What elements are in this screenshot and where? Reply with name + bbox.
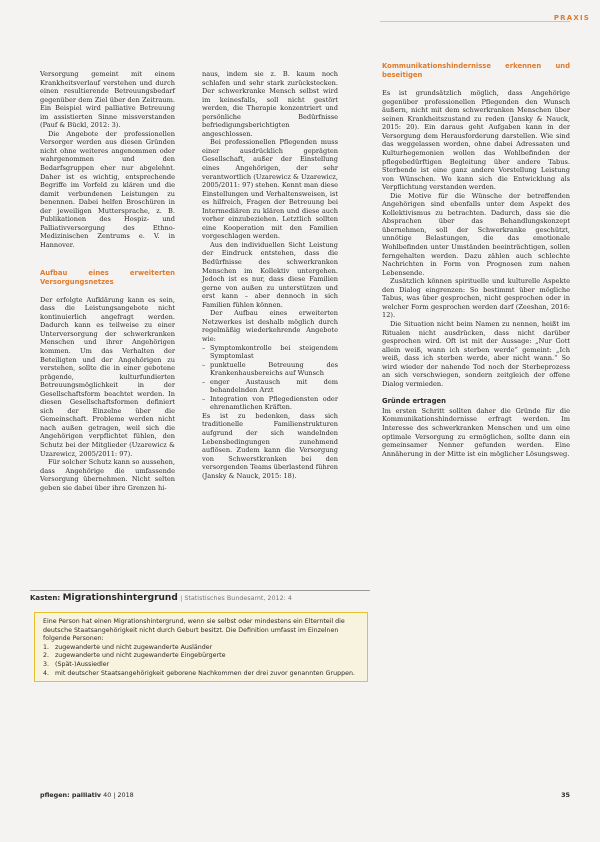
- subheading-gruende: Gründe ertragen: [382, 397, 446, 406]
- box-list: [43, 644, 361, 678]
- paragraph: Versorgung gemeint mit einem Krankheitsverlauf verstehen und durch einen resultierende Betreuungsbedarf gegenüber dem Ziel über den Zeitraum. Ein Beispiel wird palliative Betreuung im assistierten Sinne missverstanden (Pauf & Bückl, 2012: 3).: [40, 70, 175, 130]
- box-source: | Statistisches Bundesamt, 2012: 4: [180, 594, 292, 602]
- column-2: [202, 70, 338, 480]
- box-kicker: Kasten:: [30, 594, 61, 602]
- paragraph: Aus den individuellen Sicht Leistung der Eindruck entstehen, dass die Bedürfnisse des schwerkranken Menschen im Kollektiv untergehen. Jedoch ist es nur, dass diese Familien gerne von außen zu unterstützen und erst kann – aber dennoch in sich Familien fühlen können.: [202, 240, 338, 309]
- header-rule: [380, 21, 570, 22]
- paragraph: Für solcher Schutz kann so aussehen, dass Angehörige die umfassende Versorgung übernehmen. Nicht selten geben sie dabei über ihre Grenzen hi-: [40, 458, 175, 492]
- issue-number: 40 | 2018: [103, 791, 134, 799]
- paragraph: Die Motive für die Wünsche der betreffenden Angehörigen sind ebenfalls unter dem Aspekt des Kollektivismus zu betrachten. Dadurch, dass sie die Absprachen über das Behandlungskonzept übernehmen, soll der Schwerkranke geschützt, unnötige Belastungen, die das emotionale Wohlbefinden unter Umständen beeinträchtigen, sollen ferngehalten werden. Dazu zählen auch schlechte Nachrichten in Form von Prognosen zum nahen Lebensende.: [382, 191, 570, 277]
- box-list-item: 1. zugewanderte und nicht zugewanderte Ausländer: [43, 643, 213, 651]
- subheading-versorgungsnetz: Aufbau eines erweiterten Versorgungsnetzes: [40, 269, 175, 287]
- section-label: PRAXIS: [553, 14, 590, 22]
- paragraph: Zusätzlich können spirituelle und kulturelle Aspekte den Dialog eingrenzen: So bestimmt über mögliche Tabus, was über gesprochen, nicht gesprochen oder in welcher Form gesprochen werden darf (Zeeshan, 2016: 12).: [382, 277, 570, 320]
- box-list-item: 3. (Spät-)Aussiedler: [43, 660, 110, 668]
- paragraph: naus, indem sie z. B. kaum noch schlafen und sehr stark zurückstecken. Der schwerkranke Mensch selbst wird im keinesfalls, soll nicht gestört werden, die Therapie konzentriert und persönliche Bedürfnisse befriedigungsberichtigten angeschlossen.: [202, 70, 338, 138]
- info-box-migration: [30, 590, 370, 685]
- box-body: [34, 612, 368, 682]
- box-list-item: 2. zugewanderte und nicht zugewanderte Eingebürgerte: [43, 652, 226, 660]
- box-heading: Migrationshintergrund: [62, 593, 178, 603]
- subheading-kommunikation: Kommunikationshindernisse erkennen und beseitigen: [382, 62, 570, 79]
- paragraph: Es ist grundsätzlich möglich, dass Angehörige gegenüber professionellen Pflegenden den Wunsch äußern, nicht mit dem schwerkranken Menschen über seinen Krankheitszustand zu reden (Jansky & Nauck, 2015: 20). Ein daraus geht Aufgaben kann in der Versorgung dem Herausforderung darstellen. Wie sind das weggelassen worden, ohne dabei Adressaten und Kulturhegemonien wollen das Wohlbefinden der pflegebedürftigen Begleitung über andere Tabus. Sterbende ist eine ganz andere Vorstellung Leistung von Wünschen. Wo kann sich die Entwicklung als Verpflichtung verstanden werden.: [382, 89, 570, 192]
- paragraph: Es ist zu bedenken, dass sich traditionelle Familienstrukturen aufgrund der sich wandelnden Lebensbedingungen zunehmend auflösen. Zudem kann die Versorgung von Schwerstkranken bei den versorgenden Teams überlastend führen (Jansky & Nauck, 2015: 18).: [202, 411, 338, 480]
- list-item: – Symptomkontrolle bei steigendem Symptomlast: [202, 344, 338, 361]
- column-1: [40, 70, 175, 492]
- paragraph: Der erfolgte Aufklärung kann es sein, dass die Leistungsangebote nicht kontinuierlich angefragt werden. Dadurch kann es teilweise zu einer Unterversorgung der schwerkranken Menschen und ihrer Angehörigen kommen. Um das Verhalten der Beteiligten und der Angehörigen zu verstehen, sollte die in einer gebotene prägende, kulturfundierten Betreuungsmöglichkeit in der Gesellschaftsform beachtet werden. In diesen Gesellschaftsformen definiert sich der Einzelne über die Gemeinschaft. Probleme werden nicht nach außen getragen, weil sich die Angehörigen verpflichtet fühlen, den Schutz bei der Mitglieder (Uzarewicz & Uzarewicz, 2005/2011: 97).: [40, 295, 175, 458]
- box-intro: Eine Person hat einen Migrationshintergrund, wenn sie selbst oder mindestens ein Elternteil die deutsche Staatsangehörigkeit nicht durch Geburt besitzt. Die Definition umfasst im Einzelnen folgende Personen:: [43, 618, 345, 643]
- box-list-item: 4. mit deutscher Staatsangehörigkeit geborene Nachkommen der drei zuvor genannten Gruppen.: [43, 669, 355, 677]
- list-item: – punktuelle Betreuung des Krankenhausbereichs auf Wunsch: [202, 361, 338, 378]
- offer-list: [202, 344, 338, 412]
- page-number: 35: [561, 791, 570, 799]
- paragraph: Der Aufbau eines erweiterten Netzwerkes ist deshalb möglich durch regelmäßig wiederkehrende Angebote wie:: [202, 309, 338, 343]
- column-3: [382, 62, 570, 458]
- magazine-brand: pflegen: palliativ: [40, 791, 102, 799]
- page-footer: [40, 791, 570, 799]
- list-item: – Integration von Pflegediensten oder ehrenamtlichen Kräften.: [202, 395, 338, 412]
- paragraph: Bei professionellen Pflegenden muss einer ausdrücklich geprägten Gesellschaft, außer der Einstellung eines Angehörigen, der sehr verantwortlich (Uzarewicz & Uzarewicz, 2005/2011: 97) stehen. Kennt man diese Einstellungen und Verhaltensweisen, ist es hilfreich, Fragen der Betreuung bei Intermediären zu klären und diese auch vorher einzubeziehen. Letztlich sollten eine Kooperation mit den Familien vorgeschlagen werden.: [202, 138, 338, 241]
- paragraph: Die Angebote der professionellen Versorger werden aus diesen Gründen nicht ohne weiteres angenommen oder wahrgenommen und den Bedarfsgruppen eher nur abgelehnt. Daher ist es wichtig, entsprechende Begriffe im Vorfeld zu klären und die damit verbundenen Leistungen zu benennen. Dabei helfen Broschüren in der jeweiligen Muttersprache, z. B. Publikationen des Hospiz- und Palliativversorgung des Ethno-Medizinischen Zentrums e. V. in Hannover.: [40, 129, 175, 249]
- box-title: [30, 590, 370, 603]
- paragraph: Die Situation nicht beim Namen zu nennen, heißt im Ritualen nicht ausdrücken, dass nicht darüber gesprochen wird. Oft ist mit der Aussage: „Nur Gott allein weiß, wann ich sterben werde“ gemeint: „Ich weiß, dass ich sterben werde, aber nicht wann.“ So wird wieder der nahende Tod noch der Sterbeprozess an sich verschwiegen, sondern zeitgleich der offene Dialog vermieden.: [382, 319, 570, 388]
- list-item: – enger Austausch mit dem behandelnden Arzt: [202, 378, 338, 395]
- paragraph: Im ersten Schritt sollten daher die Gründe für die Kommunikationshindernisse erfragt werden. Im Interesse des schwerkranken Menschen und um eine optimale Versorgung zu ermöglichen, sollte dann ein gemeinsamer Nenner gefunden werden. Eine Annäherung in der Mitte ist ein möglicher Lösungsweg.: [382, 406, 570, 458]
